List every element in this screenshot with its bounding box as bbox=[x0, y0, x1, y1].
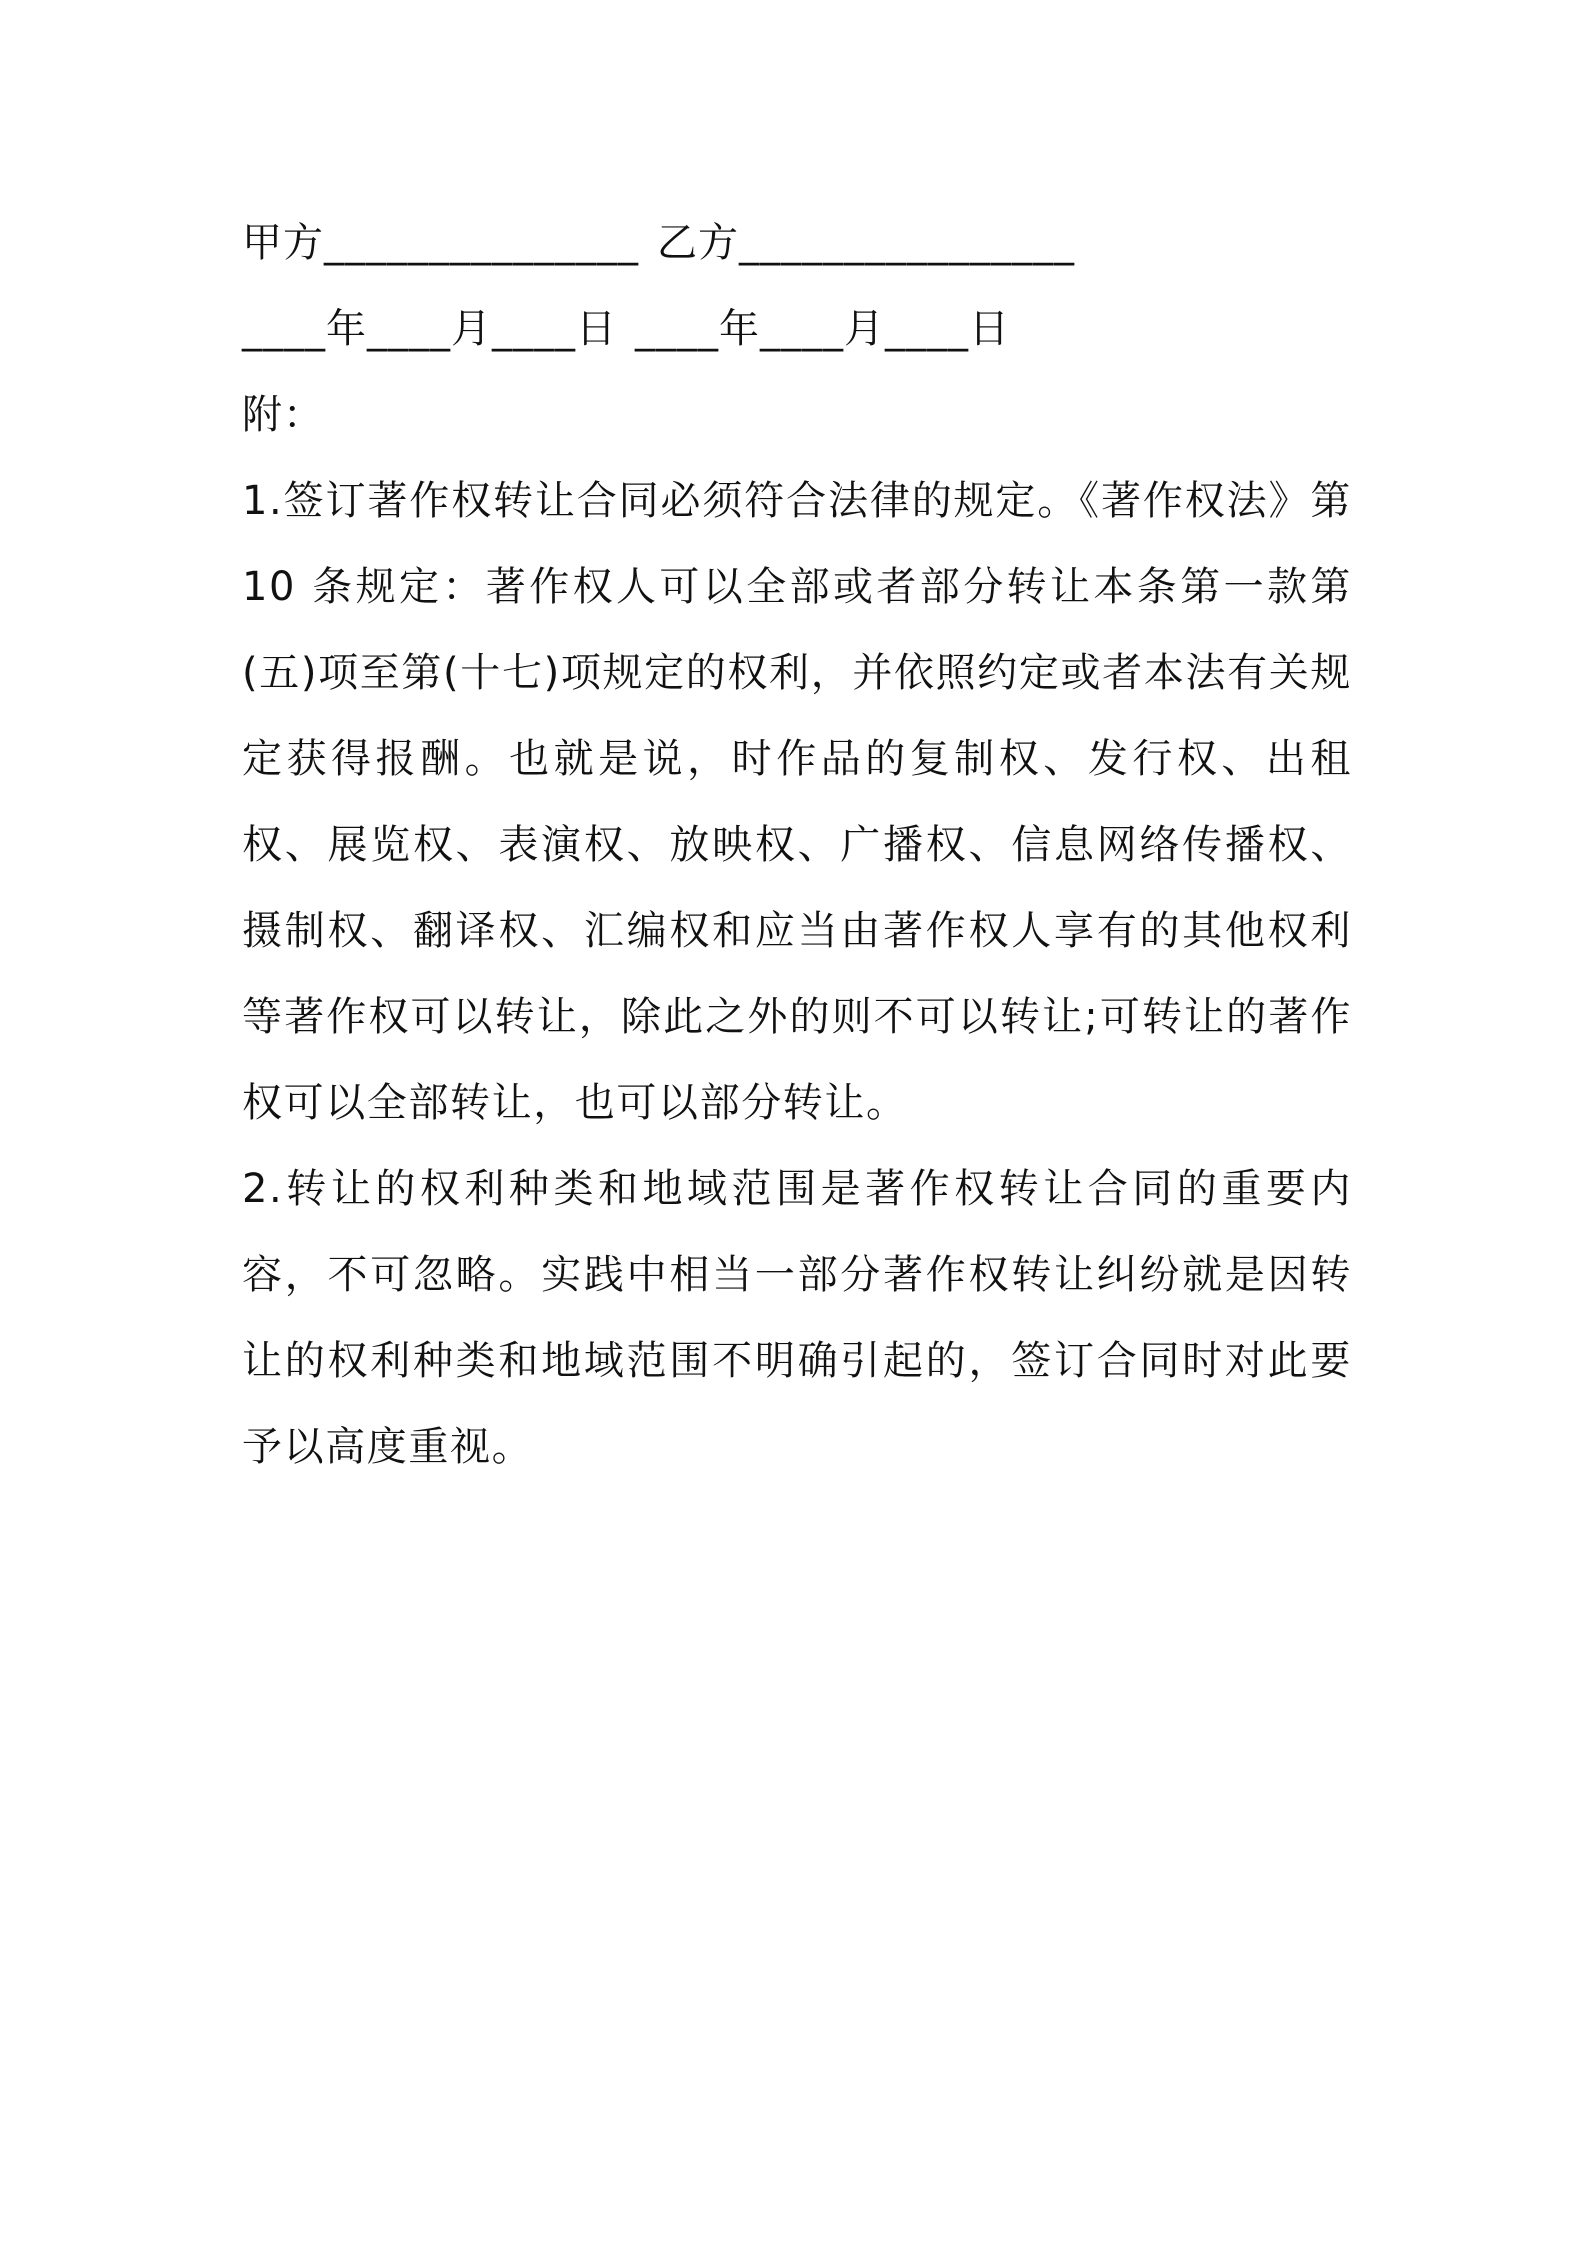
party-b-date: ____年____月____日 bbox=[635, 306, 1010, 352]
note-paragraph-2: 2.转让的权利种类和地域范围是著作权转让合同的重要内容，不可忽略。实践中相当一部分著作权转让纠纷就是因转让的权利种类和地域范围不明确引起的，签订合同时对此要予以高度重视。 bbox=[242, 1166, 1352, 1470]
signature-parties-line bbox=[242, 200, 1352, 286]
signature-dates-line bbox=[242, 286, 1352, 372]
appendix-label: 附： bbox=[242, 392, 324, 438]
party-a-signature: 甲方_______________ bbox=[242, 220, 639, 266]
document-body bbox=[242, 200, 1352, 1490]
note-paragraph-1: 1.签订著作权转让合同必须符合法律的规定。《著作权法》第10 条规定：著作权人可以全部或者部分转让本条第一款第(五)项至第(十七)项规定的权利，并依照约定或者本法有关规定获得报酬。也就是说，时作品的复制权、发行权、出租权、展览权、表演权、放映权、广播权、信息网络传播权、摄制权、翻译权、汇编权和应当由著作权人享有的其他权利等著作权可以转让，除此之外的则不可以转让;可转让的著作权可以全部转让，也可以部分转让。 bbox=[242, 478, 1352, 1126]
party-b-signature: 乙方________________ bbox=[657, 220, 1075, 266]
party-a-date: ____年____月____日 bbox=[242, 306, 617, 352]
